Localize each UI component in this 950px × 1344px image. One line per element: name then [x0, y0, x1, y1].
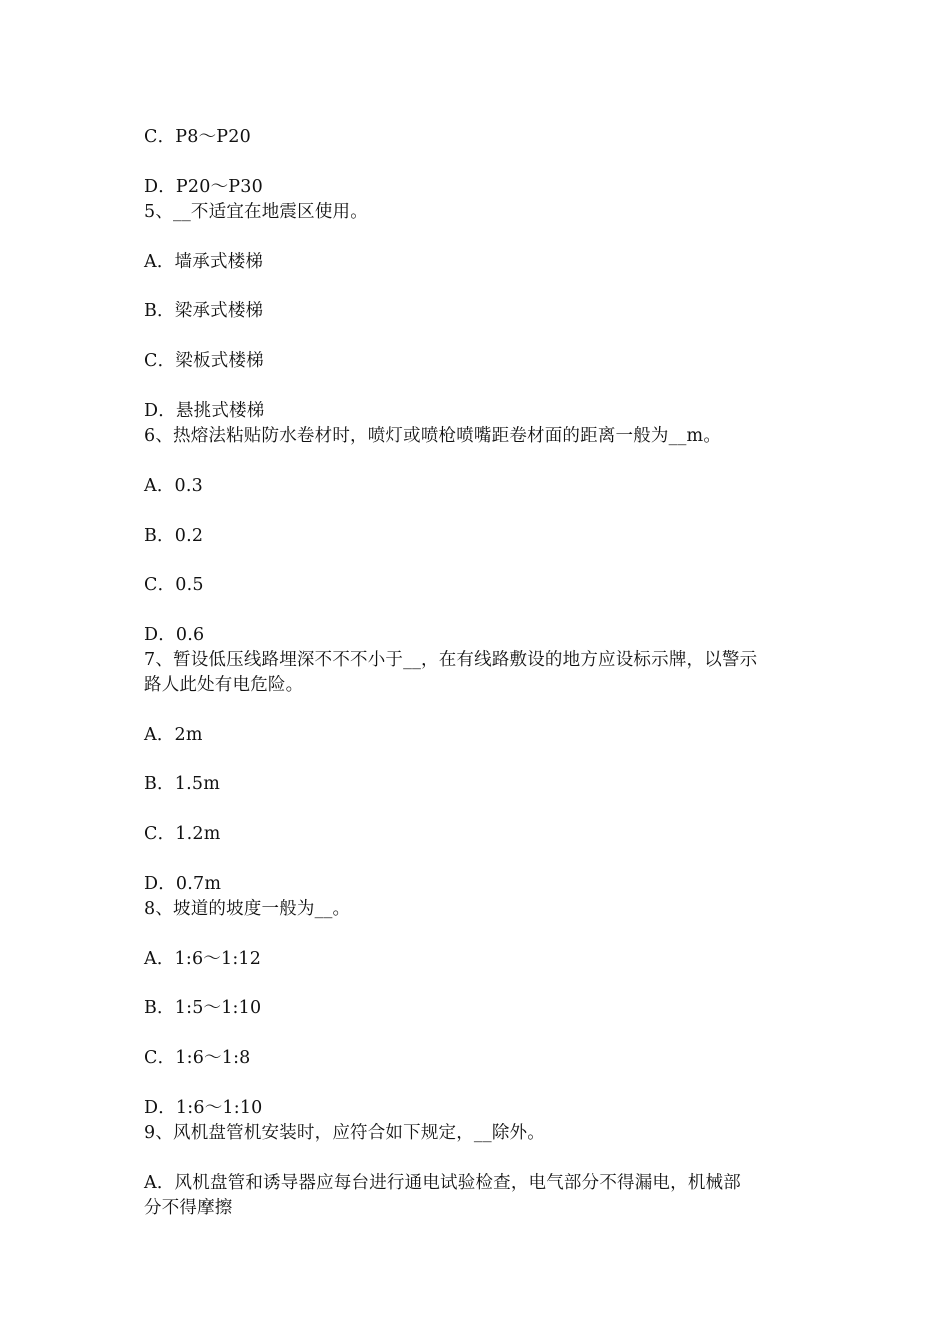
q6-option-a: A．0.3	[144, 476, 203, 496]
q6-option-b: B．0.2	[144, 526, 204, 546]
q9-option-a-line1: A．风机盘管和诱导器应每台进行通电试验检查，电气部分不得漏电，机械部	[144, 1173, 741, 1193]
q6-question: 6、热熔法粘贴防水卷材时，喷灯或喷枪喷嘴距卷材面的距离一般为__m。	[144, 426, 722, 446]
q8-option-b: B．1:5～1:10	[144, 998, 262, 1018]
q4-option-d: D．P20～P30	[144, 177, 263, 197]
q7-question-line2: 路人此处有电危险。	[144, 675, 304, 695]
q8-option-a: A．1:6～1:12	[144, 949, 262, 969]
q5-option-b: B．梁承式楼梯	[144, 301, 264, 321]
q5-question: 5、__不适宜在地震区使用。	[144, 202, 368, 222]
q7-question-line1: 7、暂设低压线路埋深不不不小于__，在有线路敷设的地方应设标示牌，以警示	[144, 650, 758, 670]
q8-option-c: C．1:6～1:8	[144, 1048, 251, 1068]
q9-option-a-line2: 分不得摩擦	[144, 1198, 233, 1218]
q9-question: 9、风机盘管机安装时，应符合如下规定，__除外。	[144, 1123, 545, 1143]
q7-option-a: A．2m	[144, 725, 203, 745]
q7-option-d: D．0.7m	[144, 874, 222, 894]
q7-option-c: C．1.2m	[144, 824, 221, 844]
q8-question: 8、坡道的坡度一般为__。	[144, 899, 351, 919]
q7-option-b: B．1.5m	[144, 774, 220, 794]
q6-option-d: D．0.6	[144, 625, 205, 645]
q5-option-c: C．梁板式楼梯	[144, 351, 264, 371]
q5-option-d: D．悬挑式楼梯	[144, 401, 265, 421]
q6-option-c: C．0.5	[144, 575, 204, 595]
q4-option-c: C．P8～P20	[144, 127, 251, 147]
q5-option-a: A．墙承式楼梯	[144, 252, 264, 272]
q8-option-d: D．1:6～1:10	[144, 1098, 263, 1118]
